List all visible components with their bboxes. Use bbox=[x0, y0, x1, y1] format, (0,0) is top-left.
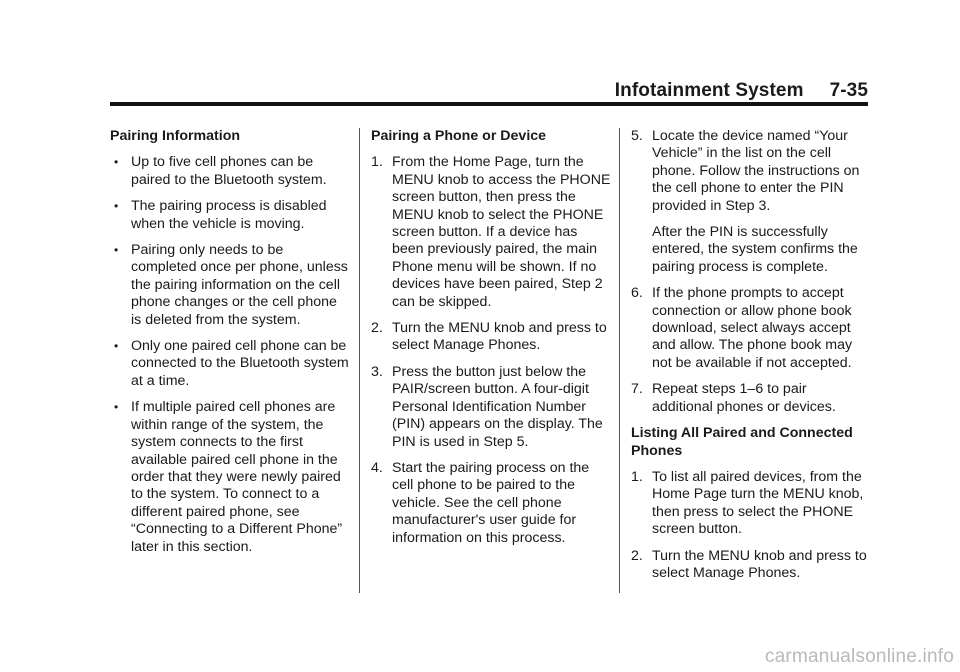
header-rule bbox=[110, 102, 868, 106]
bullet-item bbox=[110, 154, 350, 189]
step-text: Press the button just below the PAIR/screen button. A four-digit Personal Identification Number (PIN) appears on the display. The PIN is used in Step 5. bbox=[392, 363, 603, 450]
step-number: 1. bbox=[631, 468, 643, 485]
column-1 bbox=[110, 128, 350, 565]
page-number: 7-35 bbox=[829, 80, 868, 101]
step-text: If the phone prompts to accept connection or allow phone book download, select always accept and allow. The phone book may not be available if not accepted. bbox=[652, 285, 853, 371]
heading-pairing-information: Pairing Information bbox=[110, 128, 241, 144]
column-divider-2 bbox=[619, 128, 620, 593]
step-number: 6. bbox=[631, 285, 643, 302]
step-text: Locate the device named “Your Vehicle” in the list on the cell phone. Follow the instructions on the cell phone to enter the PIN provided in Step 3. bbox=[652, 128, 860, 214]
bullet-text: Up to five cell phones can be paired to the Bluetooth system. bbox=[131, 154, 327, 188]
column-divider-1 bbox=[359, 128, 360, 593]
column-2 bbox=[371, 128, 611, 556]
step-text: Turn the MENU knob and press to select Manage Phones. bbox=[652, 547, 867, 581]
header-text bbox=[615, 80, 868, 102]
column-3 bbox=[631, 128, 871, 591]
step-text: Turn the MENU knob and press to select Manage Phones. bbox=[392, 320, 607, 354]
bullet-icon: • bbox=[114, 400, 119, 415]
step-text: Repeat steps 1–6 to pair additional phones or devices. bbox=[652, 381, 836, 415]
bullet-text: If multiple paired cell phones are within range of the system, the system connects to the first available paired cell phone in the order that they were newly paired to the system. To connect to a different paired phone, see “Connecting to a Different Phone” later in this section. bbox=[131, 399, 343, 555]
step-item bbox=[631, 381, 871, 416]
step-item bbox=[371, 364, 611, 451]
bullet-icon: • bbox=[114, 339, 119, 354]
step-item bbox=[631, 469, 871, 539]
step-number: 3. bbox=[371, 363, 383, 380]
step-text: Start the pairing process on the cell phone to be paired to the vehicle. See the cell phone manufacturer's user guide for information on this process. bbox=[392, 459, 590, 546]
step-number: 2. bbox=[371, 320, 383, 337]
step-item bbox=[631, 285, 871, 372]
step-number: 1. bbox=[371, 154, 383, 171]
step-item bbox=[371, 460, 611, 547]
bullet-icon: • bbox=[114, 155, 119, 170]
step-item bbox=[631, 548, 871, 583]
step-item bbox=[371, 154, 611, 311]
watermark: carmanualsonline.info bbox=[764, 646, 954, 667]
heading-pairing-phone: Pairing a Phone or Device bbox=[371, 128, 547, 144]
heading-listing-phones: Listing All Paired and Connected Phones bbox=[631, 425, 853, 459]
bullet-text: The pairing process is disabled when the vehicle is moving. bbox=[131, 198, 327, 232]
step-number: 7. bbox=[631, 381, 643, 398]
step-number: 5. bbox=[631, 128, 643, 144]
bullet-item bbox=[110, 399, 350, 556]
step-number: 4. bbox=[371, 459, 383, 476]
step-item bbox=[371, 320, 611, 355]
step-item bbox=[631, 128, 871, 276]
bullet-item bbox=[110, 338, 350, 390]
bullet-icon: • bbox=[114, 243, 119, 258]
bullet-text: Pairing only needs to be completed once per phone, unless the pairing information on the cell phone changes or the cell phone is deleted from the system. bbox=[131, 242, 348, 328]
bullet-item bbox=[110, 198, 350, 233]
step-number: 2. bbox=[631, 547, 643, 564]
step-text: To list all paired devices, from the Home Page turn the MENU knob, then press to select the PHONE screen button. bbox=[652, 468, 864, 538]
bullet-icon: • bbox=[114, 199, 119, 214]
bullet-item bbox=[110, 242, 350, 329]
section-title: Infotainment System bbox=[614, 80, 804, 101]
bullet-text: Only one paired cell phone can be connected to the Bluetooth system at a time. bbox=[131, 338, 349, 389]
step-text: From the Home Page, turn the MENU knob to access the PHONE screen button, then press the MENU knob to select the PHONE screen button. If a device has been previously paired, the main Phone menu will be shown. If no devices have been paired, Step 2 can be skipped. bbox=[392, 154, 611, 310]
step-subparagraph: After the PIN is successfully entered, the system confirms the pairing process is complete. bbox=[652, 224, 858, 275]
